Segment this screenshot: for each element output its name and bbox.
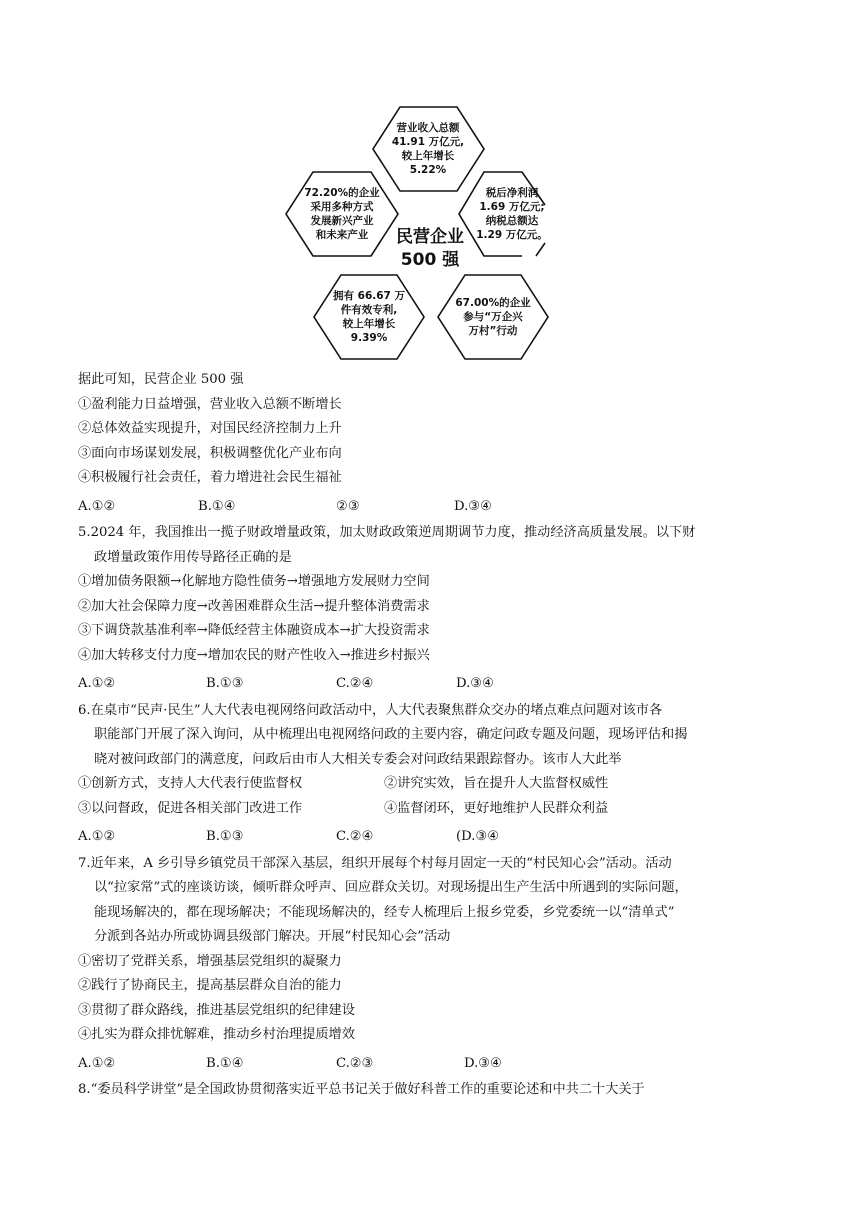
q5-options [78,672,798,697]
q6-items-row-2 [78,797,798,822]
top-line-1: 营业收入总额 [396,122,460,134]
q6-item-1: ①创新方式，支持人大代表行使监督权 [78,776,303,791]
q6-options [78,825,798,850]
q7-stem-line-1: 7.近年来，A 乡引导乡镇党员干部深入基层，组织开展每个村每月固定一天的“村民知心会”活动。活动 [78,855,672,871]
q5-stem-line-1: 5.2024 年，我国推出一揽子财政增量政策，加太财政政策逆周期调节力度，推动经济高质量发展。以下财 [78,525,696,540]
q4-option-d[interactable]: D.③④ [454,498,492,514]
q6-option-a[interactable]: A.①② [78,829,116,844]
q7-option-a[interactable]: A.①② [78,1055,116,1071]
q7-option-c[interactable]: C.②③ [336,1055,374,1071]
center-label-line-1: 民营企业 [396,227,464,247]
top-hexagon-text [378,112,478,186]
q7-stem-line-2: 以“拉家常”式的座谈访谈，倾听群众呼声、回应群众关切。对现场提出生产生活中所遇到的实际问题， [94,880,688,895]
left-line-1: 72.20%的企业 [304,187,380,199]
right-line-4: 1.29 万亿元。 [476,229,548,241]
bottom-left-line-1: 拥有 66.67 万 [332,290,406,302]
exam-content [78,368,798,1103]
left-line-2: 采用多种方式 [310,201,374,213]
q5-option-a[interactable]: A.①② [78,676,116,691]
q6-stem-line-3: 晓对被问政部门的满意度，问政后由市人大相关专委会对问政结果跟踪督办。该市人大此举 [94,751,622,767]
q7-options [78,1052,798,1077]
q7-stem-line-3: 能现场解决的，都在现场解决；不能现场解决的，经专人梳理后上报乡党委，乡党委统一以“清单式” [94,904,675,920]
bottom-left-line-2: 件有效专利, [340,304,398,316]
bottom-left-line-4: 9.39% [350,332,388,344]
right-hexagon-text [470,177,554,251]
q4-option-c[interactable]: ②③ [336,498,360,514]
bottom-left-line-3: 较上年增长 [342,318,396,330]
bottom-right-hexagon-text [443,280,543,354]
right-line-3: 纳税总额达 [485,215,539,227]
top-line-4: 5.22% [409,164,447,176]
q7-item-2: ②践行了协商民主，提高基层群众自治的能力 [78,978,342,993]
q4-stem: 据此可知，民营企业 500 强 [78,372,244,387]
top-line-3: 较上年增长 [401,150,455,162]
left-hexagon-text [292,177,392,251]
q5-item-4: ④加大转移支付力度→增加农民的财产性收入→推进乡村振兴 [78,647,430,663]
right-line-1: 税后净利润 [485,187,539,199]
left-line-3: 发展新兴产业 [310,215,374,227]
q6-option-b[interactable]: B.①③ [206,829,244,844]
q5-item-3: ③下调贷款基准利率→降低经营主体融资成本→扩大投资需求 [78,623,430,638]
q6-item-4: ④监督闭环，更好地维护人民群众利益 [384,800,609,816]
q5-stem-line-2: 政增量政策作用传导路径正确的是 [94,549,292,565]
q7-item-1: ①密切了党群关系，增强基层党组织的凝聚力 [78,953,342,969]
bottom-right-line-3: 万村”行动 [468,325,518,337]
q5-option-b[interactable]: B.①③ [206,676,244,691]
q6-items-row-1 [78,772,798,797]
q7-option-b[interactable]: B.①④ [206,1055,244,1071]
bottom-right-line-1: 67.00%的企业 [455,297,531,309]
q4-option-a[interactable]: A.①② [78,498,116,514]
q7-item-3: ③贯彻了群众路线，推进基层党组织的纪律建设 [78,1002,355,1018]
q5-option-c[interactable]: C.②④ [336,676,374,691]
right-line-2: 1.69 万亿元; [479,201,545,213]
q6-stem-line-2: 职能部门开展了深入询问，从中梳理出电视网络问政的主要内容，确定问政专题及问题，现场评估和揭 [94,727,688,742]
bottom-left-hexagon-text [319,280,419,354]
q7-stem-line-4: 分派到各站办所或协调县级部门解决。开展“村民知心会”活动 [94,929,451,944]
q6-item-2: ②讲究实效，旨在提升人大监督权威性 [384,776,609,791]
q7-option-d[interactable]: D.③④ [464,1055,502,1071]
q8-stem-line-1: 8.“委员科学讲堂”是全国政协贯彻落实近平总书记关于做好科普工作的重要论述和中共二十大关于 [78,1082,645,1097]
center-label-line-2: 500 强 [400,250,460,270]
infographic-diagram [0,0,860,370]
q4-item-1: ①盈利能力日益增强，营业收入总额不断增长 [78,396,342,412]
q6-option-c[interactable]: C.②④ [336,829,374,844]
top-line-2: 41.91 万亿元, [391,136,465,148]
left-line-4: 和未来产业 [315,229,369,241]
q6-option-d[interactable]: (D.③④ [456,829,500,844]
q5-item-1: ①增加债务限额→化解地方隐性债务→增强地方发展财力空间 [78,574,430,589]
bottom-right-line-2: 参与“万企兴 [463,311,523,323]
q4-item-4: ④积极履行社会责任，着力增进社会民生福祉 [78,470,342,485]
q5-option-d[interactable]: D.③④ [456,676,494,691]
q4-options [78,495,798,520]
q6-item-3: ③以问督政，促进各相关部门改进工作 [78,800,303,816]
center-label [380,226,480,272]
q4-item-3: ③面向市场谋划发展，积极调整优化产业布向 [78,445,342,461]
q5-item-2: ②加大社会保障力度→改善困难群众生活→提升整体消费需求 [78,598,430,614]
q4-item-2: ②总体效益实现提升，对国民经济控制力上升 [78,421,342,436]
q4-option-b[interactable]: B.①④ [198,498,236,514]
q6-stem-line-1: 6.在桌市“民声·民生”人大代表电视网络问政活动中，人大代表聚焦群众交办的堵点难点问题对该市各 [78,702,663,718]
q7-item-4: ④扎实为群众排忧解难，推动乡村治理提质增效 [78,1027,355,1042]
